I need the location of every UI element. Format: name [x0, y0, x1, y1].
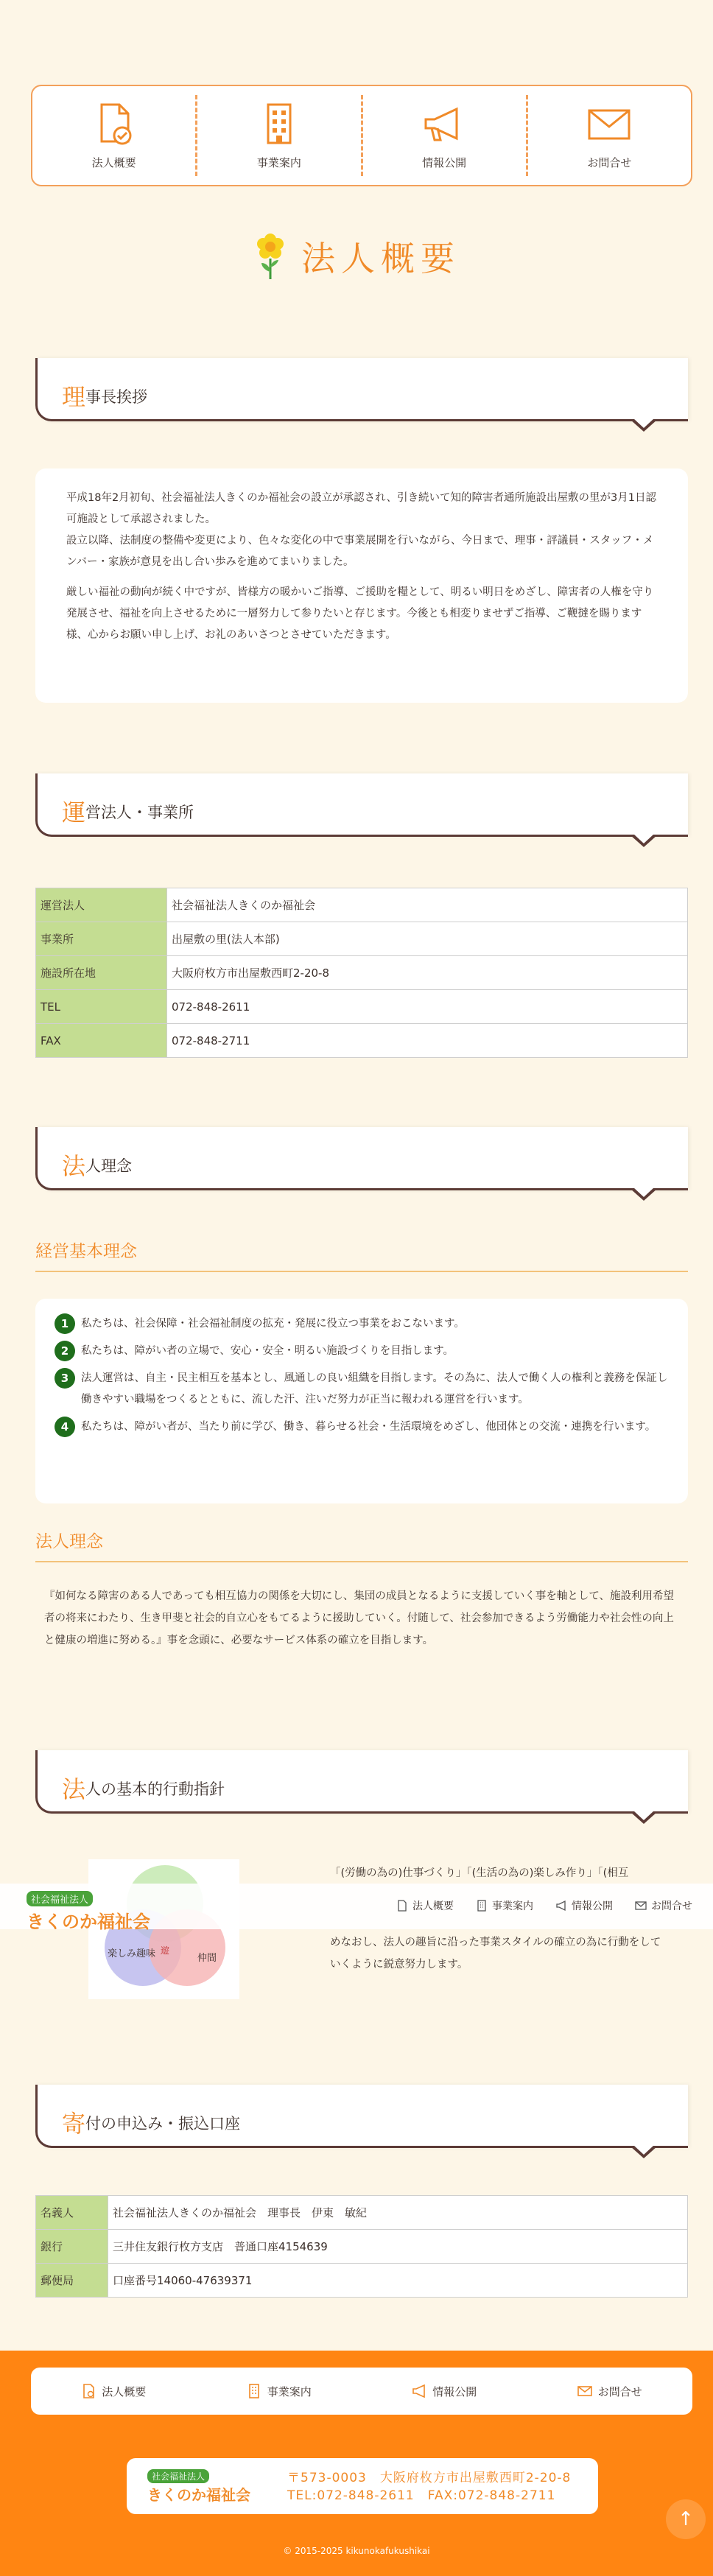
table-value: 大阪府枚方市出屋敷西町2-20-8 — [167, 956, 688, 990]
greeting-paragraph: 平成18年2月初旬、社会福祉法人きくのか福祉会の設立が承認され、引き続いて知的障害者通所施設出屋敷の里が3月1日認可施設として承認されました。 — [66, 492, 656, 525]
list-item — [55, 1417, 669, 1438]
footer-nav-label: 法人概要 — [102, 2384, 147, 2398]
footer-nav — [31, 2368, 692, 2415]
section-title: 法人理念 — [62, 1152, 133, 1180]
donation-table — [35, 2195, 688, 2298]
table-row — [36, 956, 688, 990]
building-icon — [253, 102, 305, 147]
floating-nav-item-disclosure[interactable] — [555, 1898, 613, 1913]
logo-subtitle: 社会福祉法人 — [147, 2469, 209, 2483]
megaphone-icon — [412, 2384, 426, 2398]
nav-label: 事業案内 — [256, 155, 301, 169]
table-value: 社会福祉法人きくのか福祉会 — [167, 888, 688, 922]
rinen-text: 『如何なる障害のある人であっても相互協力の関係を大切にし、集団の成員となるように支援していく事を軸として、施設利用希望者の将来にわたり、生き甲斐と社会的自立心をもてるように援助していく。付随して、社会参加できるよう労働能力や社会性の向上と健康の増進に努める。』事を念頭に、必要なサービス体系の確立を目指します。 — [44, 1590, 675, 1646]
nav-label: 情報公開 — [422, 155, 467, 169]
greeting-card — [35, 468, 688, 703]
table-value: 三井住友銀行枚方支店 普通口座4154639 — [108, 2230, 688, 2264]
footer-logo[interactable] — [147, 2468, 250, 2505]
number-badge: 2 — [55, 1341, 75, 1361]
logo-title: きくのか福祉会 — [147, 2486, 250, 2504]
footer-nav-item-disclosure[interactable] — [362, 2384, 527, 2399]
floating-nav-item-contact[interactable] — [635, 1898, 692, 1913]
document-check-icon — [81, 2384, 96, 2398]
section-title: 法人の基本的行動指針 — [62, 1775, 225, 1803]
envelope-icon — [635, 1900, 647, 1912]
table-value: 社会福祉法人きくのか福祉会 理事長 伊東 敏紀 — [108, 2196, 688, 2230]
section-heading-greeting — [35, 358, 688, 424]
principle-text: 私たちは、障がい者が、当たり前に学び、働き、暮らせる社会・生活環境をめざし、他団体との交流・連携を行います。 — [81, 1421, 656, 1433]
flower-icon — [253, 232, 288, 281]
nav-label: 法人概要 — [91, 155, 136, 169]
building-icon — [476, 1900, 488, 1912]
section-heading-office — [35, 773, 688, 840]
table-row — [36, 2230, 688, 2264]
site-logo[interactable] — [27, 1891, 150, 1933]
rinen-title: 法人理念 — [35, 1528, 688, 1562]
list-item — [55, 1341, 669, 1362]
table-value: 072-848-2611 — [167, 990, 688, 1024]
number-badge: 4 — [55, 1417, 75, 1437]
table-label: 事業所 — [36, 922, 167, 956]
list-item — [55, 1313, 669, 1335]
guideline-text: めなおし、法人の趣旨に沿った事業スタイルの確立の為に行動をしていくように鋭意努力します。 — [330, 1937, 661, 1970]
nav-item-disclosure[interactable] — [363, 95, 528, 176]
footer-address — [287, 2469, 571, 2505]
section-title: 理事長挨拶 — [62, 383, 148, 411]
copyright: © 2015-2025 kikunokafukushikai — [283, 2546, 430, 2556]
guideline-text-top: 「(労働の為の)仕事づくり」「(生活の為の)楽しみ作り」「(相互 — [330, 1867, 629, 1879]
page-title-wrap — [0, 232, 713, 281]
section-heading-philosophy — [35, 1127, 688, 1193]
nav-label: お問合せ — [587, 155, 632, 169]
floating-header — [0, 1884, 713, 1932]
table-row — [36, 990, 688, 1024]
table-row — [36, 2196, 688, 2230]
footer-nav-label: 事業案内 — [267, 2384, 312, 2398]
footer-nav-item-overview[interactable] — [31, 2384, 197, 2399]
nav-item-overview[interactable] — [32, 95, 197, 176]
table-label: 運営法人 — [36, 888, 167, 922]
floating-nav-item-business[interactable] — [476, 1898, 533, 1913]
number-badge: 1 — [55, 1313, 75, 1334]
address-text: 〒573-0003 大阪府枚方市出屋敷西町2-20-8 — [287, 2471, 572, 2485]
floating-nav-label: 情報公開 — [572, 1901, 613, 1912]
list-item — [55, 1368, 669, 1411]
table-label: FAX — [36, 1024, 167, 1058]
tel-fax-text: TEL:072-848-2611 FAX:072-848-2711 — [287, 2488, 556, 2503]
table-value: 072-848-2711 — [167, 1024, 688, 1058]
section-heading-guideline — [35, 1750, 688, 1817]
nav-item-contact[interactable] — [528, 95, 691, 176]
building-icon — [247, 2384, 261, 2398]
venn-label: 楽しみ趣味 — [108, 1948, 156, 1959]
page-title: 法人概要 — [301, 239, 460, 278]
principles-list — [55, 1313, 669, 1438]
principles-card — [35, 1299, 688, 1503]
floating-nav-label: 法人概要 — [412, 1901, 454, 1912]
table-label: 郵便局 — [36, 2264, 108, 2298]
number-badge: 3 — [55, 1368, 75, 1389]
greeting-paragraph: 厳しい福祉の動向が続く中ですが、皆様方の暖かいご指導、ご援助を糧として、明るい明日をめざし、障害者の人権を守り発展させ、福祉を向上させるために一層努力して参りたいと存じます。今後とも相変りませずご指導、ご鞭撻を賜ります様、心からお願い申し上げ、お礼のあいさつとさせていただきます。 — [66, 586, 654, 641]
venn-label: 遊 — [161, 1945, 170, 1956]
document-check-icon — [396, 1900, 408, 1912]
section-heading-donation — [35, 2085, 688, 2151]
nav-item-business[interactable] — [197, 95, 362, 176]
megaphone-icon — [418, 102, 470, 147]
main-nav — [31, 85, 692, 186]
back-to-top-button[interactable]: ↑ — [666, 2499, 706, 2539]
envelope-icon — [577, 2384, 592, 2398]
section-title: 寄付の申込み・振込口座 — [62, 2110, 241, 2138]
footer-nav-item-contact[interactable] — [527, 2384, 693, 2399]
footer-nav-label: 情報公開 — [432, 2384, 477, 2398]
floating-nav-label: 事業案内 — [492, 1901, 533, 1912]
table-label: TEL — [36, 990, 167, 1024]
logo-title: きくのか福祉会 — [27, 1912, 150, 1932]
footer-nav-item-business[interactable] — [197, 2384, 362, 2399]
venn-label: 仲間 — [197, 1953, 217, 1964]
greeting-paragraph: 設立以降、法制度の整備や変更により、色々な変化の中で事業展開を行いながら、今日まで、理事・評議員・スタッフ・メンバー・家族が意見を出し合い歩みを進めてまいりました。 — [66, 535, 654, 568]
logo-subtitle: 社会福祉法人 — [27, 1891, 93, 1906]
floating-nav — [374, 1898, 692, 1913]
floating-nav-item-overview[interactable] — [396, 1898, 454, 1913]
document-check-icon — [88, 102, 140, 147]
envelope-icon — [583, 102, 635, 147]
section-title: 運営法人・事業所 — [62, 799, 194, 827]
table-row — [36, 2264, 688, 2298]
footer-nav-label: お問合せ — [597, 2384, 642, 2398]
table-row — [36, 1024, 688, 1058]
basic-principles-title: 経営基本理念 — [35, 1238, 688, 1272]
floating-nav-label: お問合せ — [651, 1901, 692, 1912]
table-value: 口座番号14060-47639371 — [108, 2264, 688, 2298]
footer-info-box — [127, 2458, 598, 2514]
principle-text: 私たちは、社会保障・社会福祉制度の拡充・発展に役立つ事業をおこないます。 — [81, 1318, 465, 1330]
principle-text: 法人運営は、自主・民主相互を基本とし、風通しの良い組織を目指します。その為に、法人で働く人の権利と義務を保証し働きやすい職場をつくるとともに、流した汗、注いだ努力が正当に報われる運営を行います。 — [81, 1372, 668, 1405]
principle-text: 私たちは、障がい者の立場で、安心・安全・明るい施設づくりを目指します。 — [81, 1345, 454, 1357]
megaphone-icon — [555, 1900, 567, 1912]
office-table — [35, 888, 688, 1058]
table-label: 施設所在地 — [36, 956, 167, 990]
table-row — [36, 888, 688, 922]
table-row — [36, 922, 688, 956]
table-label: 名義人 — [36, 2196, 108, 2230]
table-value: 出屋敷の里(法人本部) — [167, 922, 688, 956]
table-label: 銀行 — [36, 2230, 108, 2264]
